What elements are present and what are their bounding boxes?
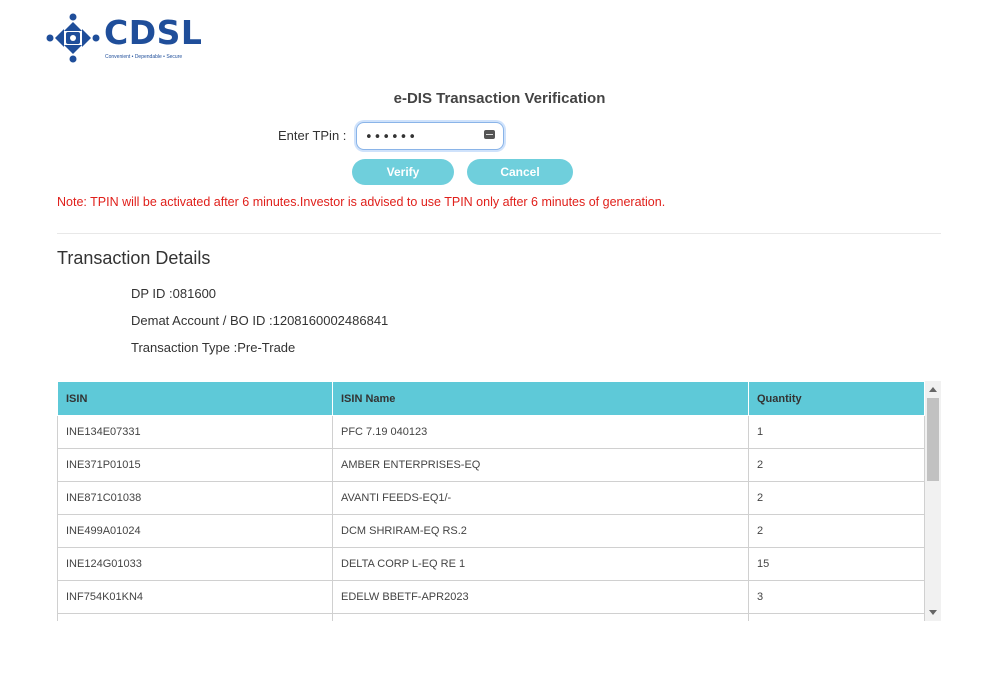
isin-name-cell: AMBER ENTERPRISES-EQ <box>333 449 749 482</box>
tpin-input[interactable] <box>363 127 487 147</box>
column-header-isin-name: ISIN Name <box>333 382 749 416</box>
quantity-cell: 2 <box>749 482 925 515</box>
column-header-quantity: Quantity <box>749 382 925 416</box>
isin-name-cell <box>333 614 749 622</box>
transaction-table-container[interactable] <box>57 381 941 621</box>
table-header-row <box>58 382 925 416</box>
isin-cell: INE871C01038 <box>58 482 333 515</box>
isin-name-cell: EDELW BBETF-APR2023 <box>333 581 749 614</box>
page-title: e-DIS Transaction Verification <box>393 90 606 107</box>
transaction-type-text: Transaction Type :Pre-Trade <box>131 340 296 355</box>
logo-tagline: Convenient • Dependable • Secure <box>105 54 183 60</box>
isin-cell: INE371P01015 <box>58 449 333 482</box>
isin-name-cell: AVANTI FEEDS-EQ1/- <box>333 482 749 515</box>
section-divider <box>57 233 941 234</box>
table-row <box>58 548 925 581</box>
bo-id-text: Demat Account / BO ID :1208160002486841 <box>131 313 389 328</box>
column-header-isin: ISIN <box>58 382 333 416</box>
tpin-field[interactable] <box>356 122 504 150</box>
cancel-button[interactable]: Cancel <box>467 159 573 185</box>
table-row <box>58 581 925 614</box>
dp-id-text: DP ID :081600 <box>131 286 217 301</box>
isin-name-cell: DELTA CORP L-EQ RE 1 <box>333 548 749 581</box>
table-row <box>58 614 925 622</box>
transaction-table <box>57 381 925 621</box>
isin-name-cell: PFC 7.19 040123 <box>333 416 749 449</box>
quantity-cell: 3 <box>749 581 925 614</box>
key-icon <box>484 130 495 139</box>
isin-cell <box>58 614 333 622</box>
tpin-activation-note: Note: TPIN will be activated after 6 minutes.Investor is advised to use TPIN only after 6 minutes of generation. <box>57 195 666 209</box>
quantity-cell <box>749 614 925 622</box>
scroll-up-arrow-icon[interactable] <box>929 387 937 392</box>
quantity-cell: 1 <box>749 416 925 449</box>
isin-cell: INE134E07331 <box>58 416 333 449</box>
cdsl-logo <box>44 12 204 64</box>
scroll-down-arrow-icon[interactable] <box>929 610 937 615</box>
logo-wordmark: CDSL <box>104 13 203 52</box>
scrollbar-thumb[interactable] <box>927 398 939 481</box>
table-row <box>58 416 925 449</box>
isin-cell: INE499A01024 <box>58 515 333 548</box>
quantity-cell: 2 <box>749 515 925 548</box>
isin-cell: INE124G01033 <box>58 548 333 581</box>
quantity-cell: 2 <box>749 449 925 482</box>
table-scrollbar[interactable] <box>925 381 941 621</box>
transaction-details-heading: Transaction Details <box>57 248 211 268</box>
table-row <box>58 515 925 548</box>
verify-button[interactable]: Verify <box>352 159 454 185</box>
cdsl-emblem-icon <box>44 12 102 64</box>
table-row <box>58 449 925 482</box>
quantity-cell: 15 <box>749 548 925 581</box>
isin-name-cell: DCM SHRIRAM-EQ RS.2 <box>333 515 749 548</box>
table-row <box>58 482 925 515</box>
isin-cell: INF754K01KN4 <box>58 581 333 614</box>
tpin-label: Enter TPin : <box>278 128 347 143</box>
